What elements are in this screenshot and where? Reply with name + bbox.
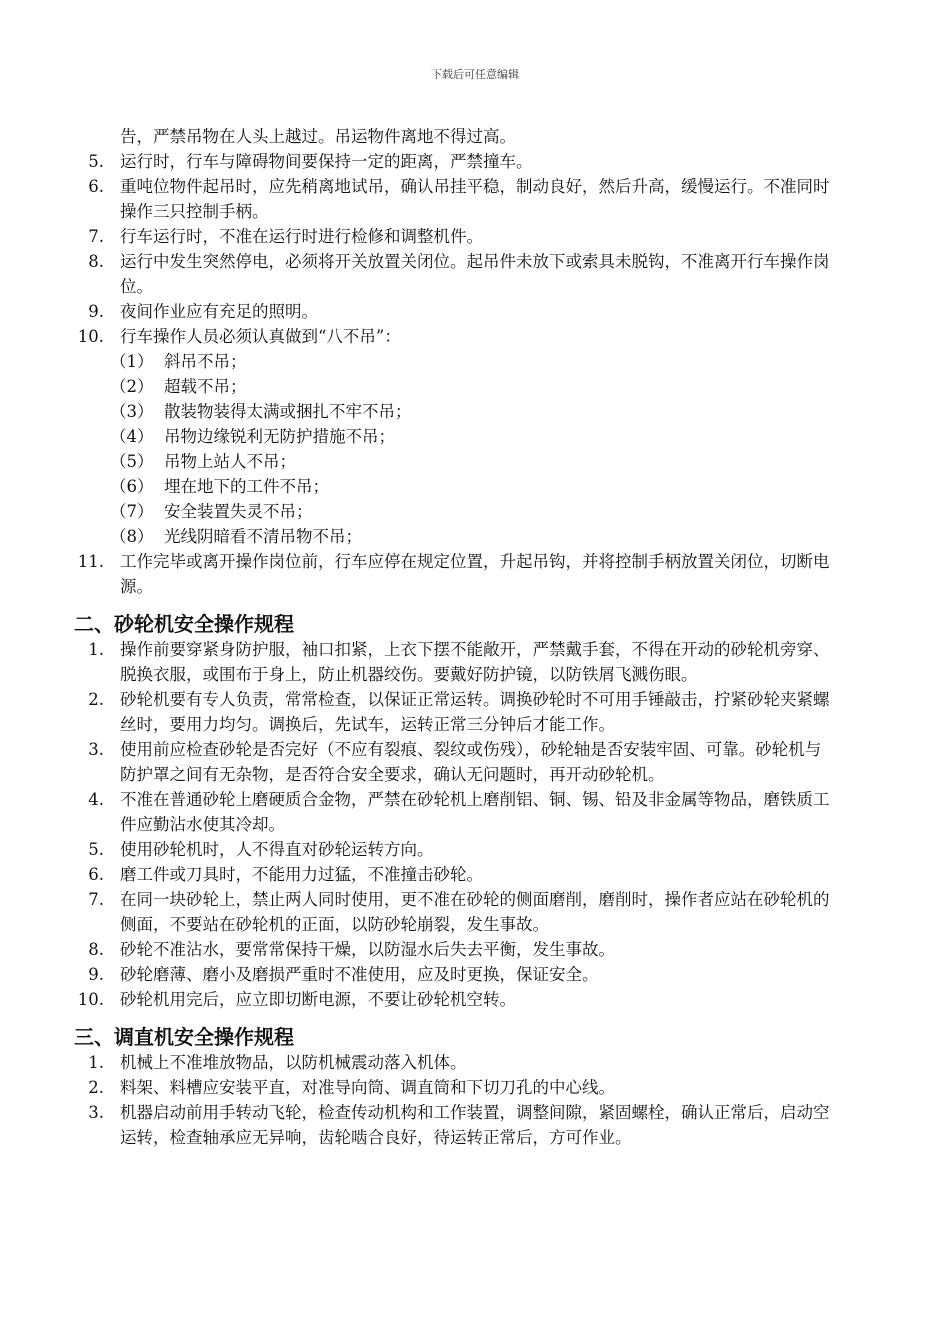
item-text: 运行中发生突然停电，必须将开关放置关闭位。起吊件未放下或索具未脱钩，不准离开行车操作岗位。 <box>120 252 830 296</box>
item-text: 工作完毕或离开操作岗位前，行车应停在规定位置，升起吊钩，并将控制手柄放置关闭位，切断电源。 <box>120 552 830 596</box>
list-item <box>0 149 830 174</box>
item-number: 6. <box>88 177 104 196</box>
item-text: 砂轮磨薄、磨小及磨损严重时不准使用，应及时更换，保证安全。 <box>120 965 599 984</box>
sub-item-number: （7） <box>110 502 154 521</box>
section2-list <box>0 637 950 1012</box>
list-item <box>0 737 830 787</box>
list-item <box>0 787 830 837</box>
item-number: 4. <box>88 790 104 809</box>
item-text: 行车运行时，不准在运行时进行检修和调整机件。 <box>120 227 483 246</box>
list-item <box>0 249 830 299</box>
list-item <box>0 887 830 937</box>
item-number: 9. <box>88 965 104 984</box>
item-number: 2. <box>88 690 104 709</box>
sub-item-number: （4） <box>110 427 154 446</box>
list-item <box>0 1075 830 1100</box>
sub-item-text: 超载不吊； <box>164 377 247 396</box>
list-item <box>0 174 830 224</box>
item-text: 不准在普通砂轮上磨硬质合金物，严禁在砂轮机上磨削铝、铜、锡、铅及非金属等物品，磨铁质工件应勤沾水使其冷却。 <box>120 790 830 834</box>
list-item <box>0 324 830 349</box>
section-heading: 二、砂轮机安全操作规程 <box>74 612 294 636</box>
sub-item-number: （2） <box>110 377 154 396</box>
sub-item-text: 光线阴暗看不清吊物不吊； <box>164 527 362 546</box>
sub-item-text: 吊物边缘锐利无防护措施不吊； <box>164 427 395 446</box>
item-number: 10. <box>77 327 104 346</box>
list-item <box>0 299 830 324</box>
item-number: 5. <box>88 152 104 171</box>
item-number: 7. <box>88 890 104 909</box>
item-text: 夜间作业应有充足的照明。 <box>120 302 318 321</box>
item-text: 砂轮不准沾水，要常常保持干燥，以防湿水后失去平衡，发生事故。 <box>120 940 615 959</box>
item-text: 砂轮机要有专人负责，常常检查，以保证正常运转。调换砂轮时不可用手锤敲击，拧紧砂轮夹紧螺丝时，要用力均匀。调换后，先试车，运转正常三分钟后才能工作。 <box>120 690 830 734</box>
eight-no-lift-list <box>0 349 950 549</box>
list-item <box>0 1050 830 1075</box>
list-item <box>0 937 830 962</box>
item-text: 行车操作人员必须认真做到“八不吊”： <box>120 327 401 346</box>
item-number: 3. <box>88 1103 104 1122</box>
list-item <box>0 862 830 887</box>
list-item <box>0 987 830 1012</box>
sub-item-text: 埋在地下的工件不吊； <box>164 477 329 496</box>
sub-list-item <box>0 399 830 424</box>
sub-item-number: （8） <box>110 527 154 546</box>
item-number: 5. <box>88 840 104 859</box>
list-item <box>0 1100 830 1150</box>
sub-list-item <box>0 349 830 374</box>
sub-list-item <box>0 449 830 474</box>
item-text: 使用前应检查砂轮是否完好（不应有裂痕、裂纹或伤残），砂轮轴是否安装牢固、可靠。砂轮机与防护罩之间有无杂物，是否符合安全要求，确认无问题时，再开动砂轮机。 <box>120 740 822 784</box>
sub-list-item <box>0 524 830 549</box>
item-text: 机械上不准堆放物品，以防机械震动落入机体。 <box>120 1053 467 1072</box>
item-number: 3. <box>88 740 104 759</box>
section3-list <box>0 1050 950 1150</box>
item-number: 11. <box>77 552 104 571</box>
item-text: 重吨位物件起吊时，应先稍离地试吊，确认吊挂平稳，制动良好，然后升高，缓慢运行。不准同时操作三只控制手柄。 <box>120 177 830 221</box>
sub-item-number: （1） <box>110 352 154 371</box>
continuation-text: 告，严禁吊物在人头上越过。吊运物件离地不得过高。 <box>120 127 516 146</box>
item-number: 2. <box>88 1078 104 1097</box>
item-number: 8. <box>88 252 104 271</box>
document-body <box>0 124 950 1150</box>
sub-list-item <box>0 374 830 399</box>
item-text: 料架、料槽应安装平直，对准导向筒、调直筒和下切刀孔的中心线。 <box>120 1078 615 1097</box>
sub-item-text: 安全装置失灵不吊； <box>164 502 313 521</box>
list-item <box>0 962 830 987</box>
sub-item-text: 斜吊不吊； <box>164 352 247 371</box>
item-number: 8. <box>88 940 104 959</box>
sub-list-item <box>0 424 830 449</box>
list-item <box>0 687 830 737</box>
section1-list <box>0 149 950 349</box>
list-item <box>0 637 830 687</box>
item-text: 运行时，行车与障碍物间要保持一定的距离，严禁撞车。 <box>120 152 533 171</box>
item-number: 1. <box>88 1053 104 1072</box>
sub-list-item <box>0 474 830 499</box>
item-number: 1. <box>88 640 104 659</box>
item-text: 使用砂轮机时，人不得直对砂轮运转方向。 <box>120 840 434 859</box>
item-text: 操作前要穿紧身防护服，袖口扣紧，上衣下摆不能敞开，严禁戴手套，不得在开动的砂轮机旁穿、脱换衣服，或围布于身上，防止机器绞伤。要戴好防护镜，以防铁屑飞溅伤眼。 <box>120 640 830 684</box>
sub-item-number: （5） <box>110 452 154 471</box>
sub-list-item <box>0 499 830 524</box>
sub-item-text: 散装物装得太满或捆扎不牢不吊； <box>164 402 412 421</box>
list-item <box>0 837 830 862</box>
sub-item-number: （3） <box>110 402 154 421</box>
item-text: 在同一块砂轮上，禁止两人同时使用，更不准在砂轮的侧面磨削，磨削时，操作者应站在砂轮机的侧面，不要站在砂轮机的正面，以防砂轮崩裂，发生事故。 <box>120 890 830 934</box>
list-item <box>0 549 830 599</box>
item-text: 磨工件或刀具时，不能用力过猛，不准撞击砂轮。 <box>120 865 483 884</box>
list-item <box>0 224 830 249</box>
section-heading: 三、调直机安全操作规程 <box>74 1025 294 1049</box>
item-number: 6. <box>88 865 104 884</box>
page-header: 下载后可任意编辑 <box>431 68 519 81</box>
item-number: 7. <box>88 227 104 246</box>
item-text: 砂轮机用完后，应立即切断电源，不要让砂轮机空转。 <box>120 990 516 1009</box>
item-number: 9. <box>88 302 104 321</box>
sub-item-text: 吊物上站人不吊； <box>164 452 296 471</box>
item-text: 机器启动前用手转动飞轮，检查传动机构和工作装置，调整间隙，紧固螺栓，确认正常后，启动空运转，检查轴承应无异响，齿轮啮合良好，待运转正常后，方可作业。 <box>120 1103 830 1147</box>
sub-item-number: （6） <box>110 477 154 496</box>
item-number: 10. <box>77 990 104 1009</box>
